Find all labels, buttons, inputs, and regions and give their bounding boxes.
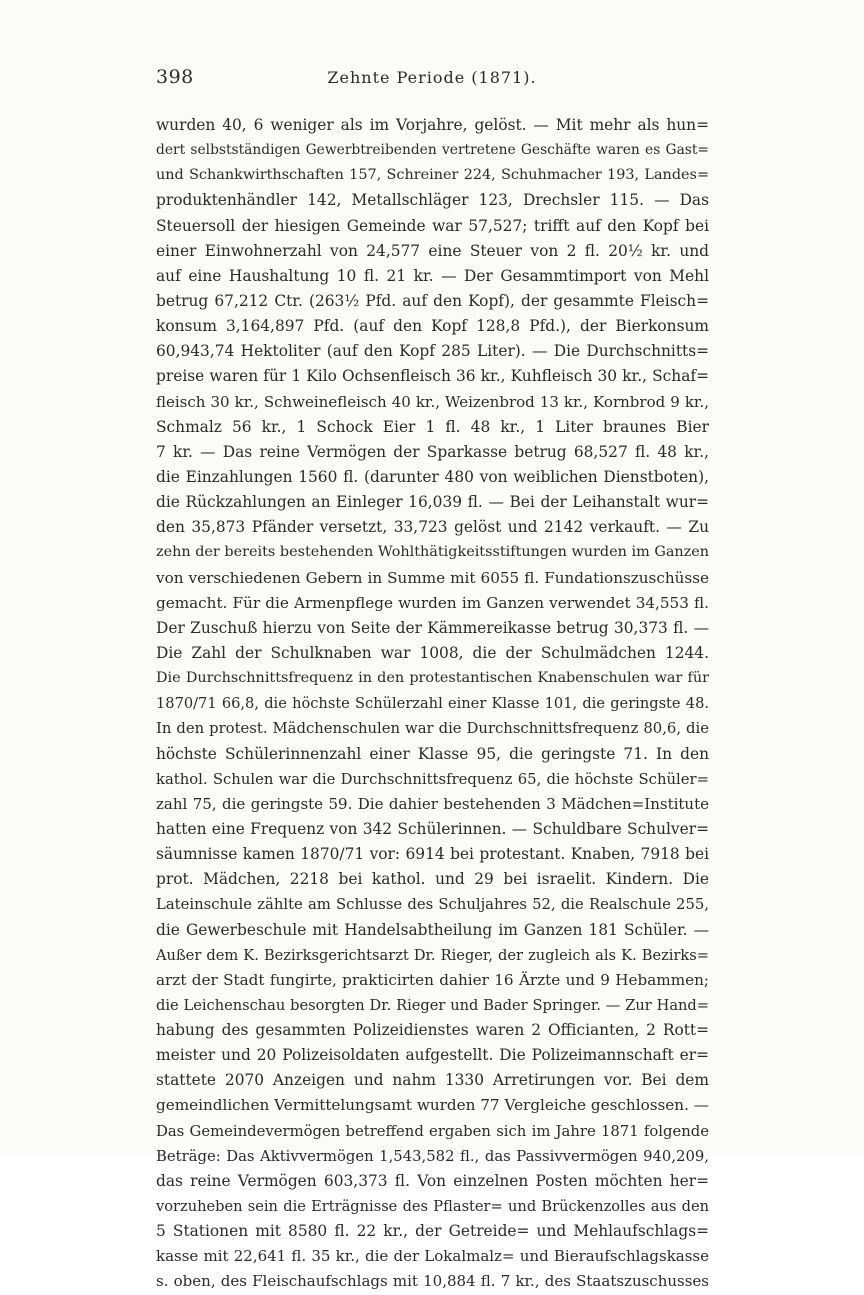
running-title: Zehnte Periode (1871). bbox=[327, 68, 537, 87]
page-header bbox=[156, 66, 708, 96]
text-line: 7 kr. — Das reine Vermögen der Sparkasse betrug 68,527 fl. 48 kr., bbox=[156, 442, 709, 461]
text-line: das reine Vermögen 603,373 fl. Von einzelnen Posten möchten her= bbox=[156, 1171, 709, 1190]
text-line: Der Zuschuß hierzu von Seite der Kämmereikasse betrug 30,373 fl. — bbox=[156, 618, 709, 637]
text-line: habung des gesammten Polizeidienstes waren 2 Officianten, 2 Rott= bbox=[156, 1021, 709, 1040]
text-line: Lateinschule zählte am Schlusse des Schuljahres 52, die Realschule 255, bbox=[156, 896, 709, 914]
text-line: Steuersoll der hiesigen Gemeinde war 57,527; trifft auf den Kopf bei bbox=[156, 216, 709, 235]
text-line: die Leichenschau besorgten Dr. Rieger und Bader Springer. — Zur Hand= bbox=[156, 996, 709, 1014]
text-line: die Rückzahlungen an Einleger 16,039 fl. — Bei der Leihanstalt wur= bbox=[156, 493, 709, 512]
text-line: s. oben, des Fleischaufschlags mit 10,884 fl. 7 kr., des Staatszuschusses bbox=[156, 1272, 709, 1291]
text-line: von verschiedenen Gebern in Summe mit 6055 fl. Fundationszuschüsse bbox=[156, 568, 709, 587]
text-line: Außer dem K. Bezirksgerichtsarzt Dr. Rieger, der zugleich als K. Bezirks= bbox=[156, 946, 709, 964]
text-line: dert selbstständigen Gewerbtreibenden vertretene Geschäfte waren es Gast= bbox=[156, 142, 709, 159]
text-line: zehn der bereits bestehenden Wohlthätigkeitsstiftungen wurden im Ganzen bbox=[156, 544, 709, 561]
text-line: arzt der Stadt fungirte, prakticirten dahier 16 Ärzte und 9 Hebammen; bbox=[156, 970, 709, 989]
text-line: Die Durchschnittsfrequenz in den protestantischen Knabenschulen war für bbox=[156, 670, 709, 687]
text-line: betrug 67,212 Ctr. (263½ Pfd. auf den Kopf), der gesammte Fleisch= bbox=[156, 291, 709, 310]
text-line: die Gewerbeschule mit Handelsabtheilung im Ganzen 181 Schüler. — bbox=[156, 920, 709, 939]
text-line: prot. Mädchen, 2218 bei kathol. und 29 bei israelit. Kindern. Die bbox=[156, 870, 709, 889]
text-line: kathol. Schulen war die Durchschnittsfrequenz 65, die höchste Schüler= bbox=[156, 770, 709, 788]
text-line: gemeindlichen Vermittelungsamt wurden 77 Vergleiche geschlossen. — bbox=[156, 1096, 709, 1115]
text-line: kasse mit 22,641 fl. 35 kr., die der Lokalmalz= und Bieraufschlagskasse bbox=[156, 1247, 709, 1266]
text-line: konsum 3,164,897 Pfd. (auf den Kopf 128,8 Pfd.), der Bierkonsum bbox=[156, 317, 709, 336]
text-line: vorzuheben sein die Erträgnisse des Pflaster= und Brückenzolles aus den bbox=[156, 1198, 709, 1216]
text-line: auf eine Haushaltung 10 fl. 21 kr. — Der Gesammtimport von Mehl bbox=[156, 266, 709, 285]
text-line: 5 Stationen mit 8580 fl. 22 kr., der Getreide= und Mehlaufschlags= bbox=[156, 1222, 709, 1241]
body-text bbox=[156, 113, 709, 1295]
text-line: stattete 2070 Anzeigen und nahm 1330 Arretirungen vor. Bei dem bbox=[156, 1071, 709, 1090]
text-line: säumnisse kamen 1870/71 vor: 6914 bei protestant. Knaben, 7918 bei bbox=[156, 845, 709, 864]
text-line: hatten eine Frequenz von 342 Schülerinnen. — Schuldbare Schulver= bbox=[156, 819, 709, 838]
text-line: wurden 40, 6 weniger als im Vorjahre, gelöst. — Mit mehr als hun= bbox=[156, 116, 709, 134]
text-line: Schmalz 56 kr., 1 Schock Eier 1 fl. 48 kr., 1 Liter braunes Bier bbox=[156, 417, 709, 436]
text-line: Beträge: Das Aktivvermögen 1,543,582 fl., das Passivvermögen 940,209, bbox=[156, 1147, 709, 1165]
text-line: höchste Schülerinnenzahl einer Klasse 95, die geringste 71. In den bbox=[156, 744, 709, 763]
text-line: In den protest. Mädchenschulen war die Durchschnittsfrequenz 80,6, die bbox=[156, 720, 709, 738]
text-line: meister und 20 Polizeisoldaten aufgestellt. Die Polizeimannschaft er= bbox=[156, 1046, 709, 1065]
page-number: 398 bbox=[156, 66, 194, 88]
text-line: den 35,873 Pfänder versetzt, 33,723 gelöst und 2142 verkauft. — Zu bbox=[156, 518, 709, 537]
text-line: einer Einwohnerzahl von 24,577 eine Steuer von 2 fl. 20½ kr. und bbox=[156, 241, 709, 260]
text-line: Das Gemeindevermögen betreffend ergaben sich im Jahre 1871 folgende bbox=[156, 1122, 709, 1140]
text-line: 1870/71 66,8, die höchste Schülerzahl einer Klasse 101, die geringste 48. bbox=[156, 695, 709, 713]
text-line: preise waren für 1 Kilo Ochsenfleisch 36 kr., Kuhfleisch 30 kr., Schaf= bbox=[156, 367, 709, 386]
text-line: gemacht. Für die Armenpflege wurden im Ganzen verwendet 34,553 fl. bbox=[156, 593, 709, 612]
text-line: die Einzahlungen 1560 fl. (darunter 480 von weiblichen Dienstboten), bbox=[156, 467, 709, 486]
text-line: und Schankwirthschaften 157, Schreiner 224, Schuhmacher 193, Landes= bbox=[156, 167, 709, 184]
text-line: 60,943,74 Hektoliter (auf den Kopf 285 Liter). — Die Durchschnitts= bbox=[156, 342, 709, 361]
text-line: Die Zahl der Schulknaben war 1008, die der Schulmädchen 1244. bbox=[156, 643, 709, 662]
text-line: fleisch 30 kr., Schweinefleisch 40 kr., Weizenbrod 13 kr., Kornbrod 9 kr., bbox=[156, 392, 709, 411]
text-line: produktenhändler 142, Metallschläger 123, Drechsler 115. — Das bbox=[156, 191, 709, 210]
text-line: zahl 75, die geringste 59. Die dahier bestehenden 3 Mädchen=Institute bbox=[156, 794, 709, 813]
